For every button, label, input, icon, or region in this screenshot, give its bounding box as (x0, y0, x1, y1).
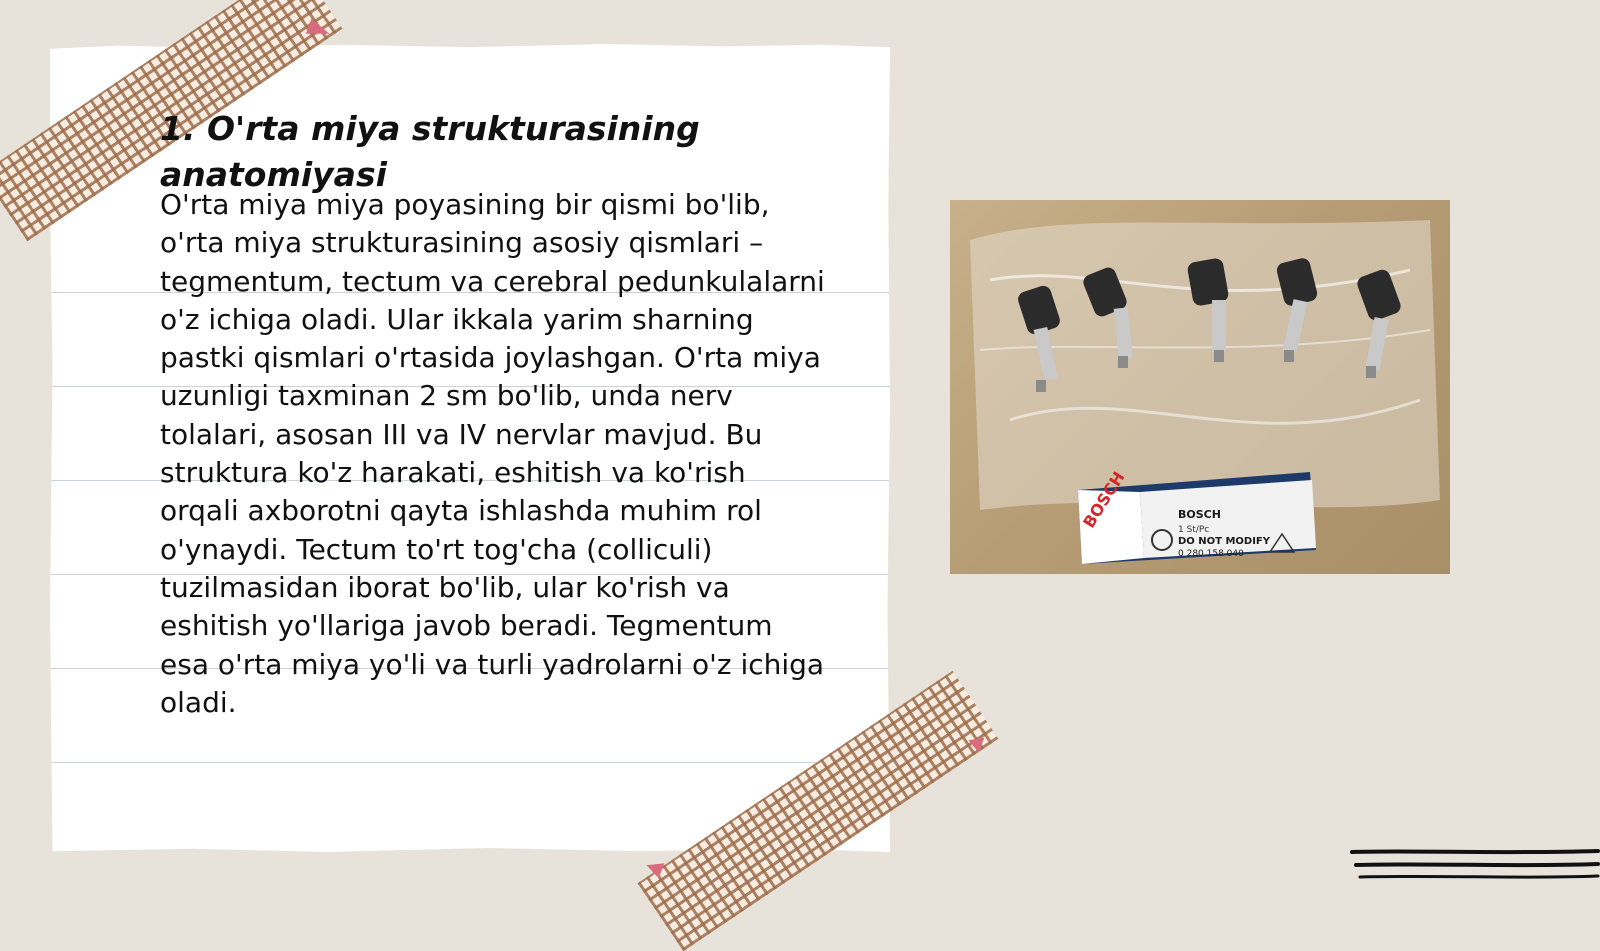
decorative-lines (1350, 848, 1600, 888)
product-photo (950, 200, 1450, 574)
slide-title: 1. O'rta miya strukturasining anatomiyasi (160, 109, 700, 194)
box-part-number: 0 280 158 040 (1178, 549, 1244, 559)
paper-rule-line (50, 762, 890, 763)
box-qty: 1 St/Pc (1178, 525, 1210, 535)
box-side-brand: BOSCH (1079, 468, 1129, 532)
bosch-box (1078, 468, 1316, 564)
box-warning: DO NOT MODIFY (1178, 536, 1271, 547)
box-brand: BOSCH (1178, 508, 1221, 521)
slide-body-text: O'rta miya miya poyasining bir qismi bo'lib, o'rta miya strukturasining asosiy qismlari – tegmentum, tectum va cerebral pedunkulalarni o'z ichiga oladi. Ular ikkala yarim sharning pastki qismlari o'rtasida joylashgan. O'rta miya uzunligi taxminan 2 sm bo'lib, unda nerv tolalari, asosan III va IV nervlar mavjud. Bu struktura ko'z harakati, eshitish va ko'rish orqali axborotni qayta ishlashda muhim rol o'ynaydi. Tectum to'rt tog'cha (colliculi) tuzilmasidan iborat bo'lib, ular ko'rish va eshitish yo'llariga javob beradi. Tegmentum esa o'rta miya yo'li va turli yadrolarni o'z ichiga oladi. (160, 188, 825, 719)
injectors-photo-illustration (950, 200, 1450, 574)
